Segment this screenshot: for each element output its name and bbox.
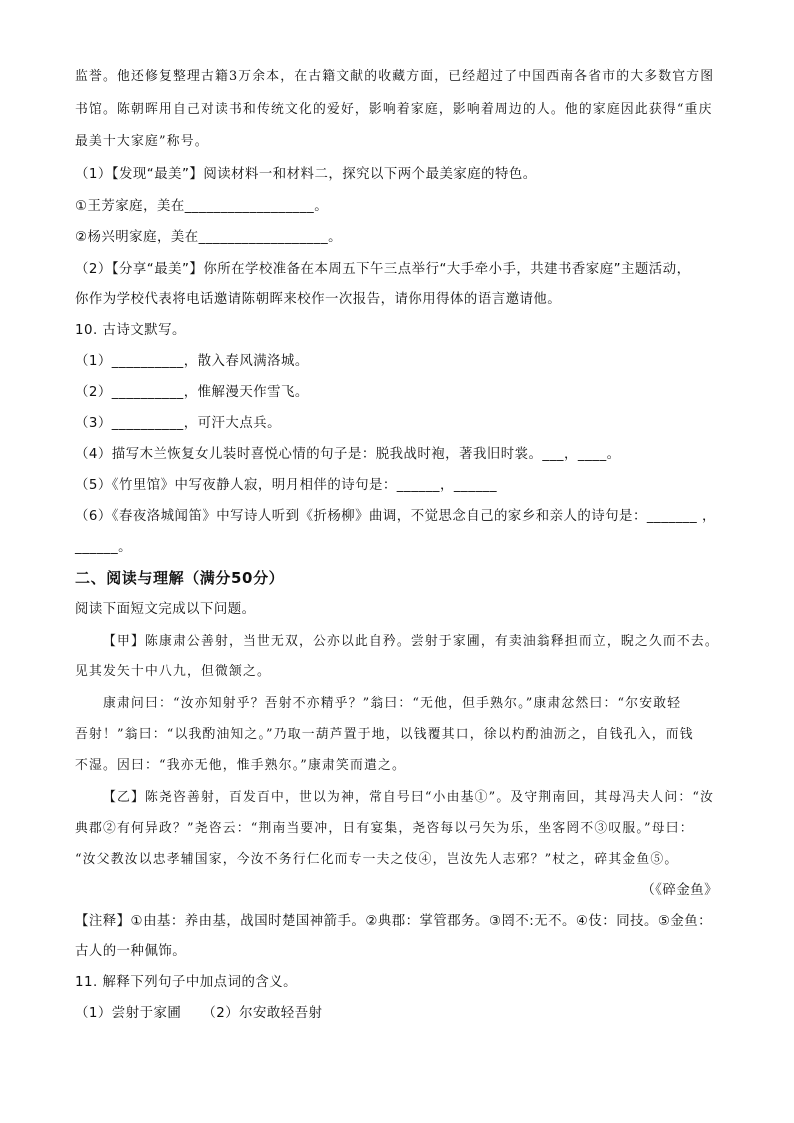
poem-blank-cont: ______。 (75, 540, 133, 555)
section-heading: 二、阅读与理解（满分50分） (75, 569, 285, 587)
passage-line: 最美十大家庭”称号。 (75, 134, 209, 149)
question-11-title: 11. 解释下列句子中加点词的含义。 (75, 975, 298, 990)
poem-blank: （3）__________，可汗大点兵。 (75, 416, 281, 431)
classical-text-line: 见其发矢十中八九，但微颔之。 (75, 664, 271, 679)
question-9-2-cont: 你作为学校代表将电话邀请陈朝晖来校作一次报告，请你用得体的语言邀请他。 (75, 292, 562, 307)
poem-blank: （6）《春夜洛城闻笛》中写诗人听到《折杨柳》曲调，不觉思念自己的家乡和亲人的诗句是：_______ ， (75, 509, 716, 524)
classical-text-line: “汝父教汝以忠孝辅国家，今汝不务行仁化而专一夫之伎④，岂汝先人志邪？”杖之，碎其金鱼⑤。 (75, 852, 679, 867)
annotations-cont: 古人的一种佩饰。 (75, 944, 187, 959)
answer-blank-line: ②杨兴明家庭，美在__________________。 (75, 230, 343, 245)
poem-blank: （4）描写木兰恢复女儿装时喜悦心情的句子是：脱我战时袍，著我旧时裳。___，____。 (75, 447, 621, 462)
classical-text-line: 典郡②有何异政？”尧咨云：“荆南当要冲，日有宴集，尧咨每以弓矢为乐，坐客罔不③叹服。”母曰： (75, 821, 694, 836)
classical-text-line: 吾射！”翁曰：“以我酌油知之。”乃取一葫芦置于地，以钱覆其口，徐以杓酌油沥之，自钱孔入，而钱 (75, 727, 694, 742)
question-11-items: （1）尝射于家圃 （2）尔安敢轻吾射 (75, 1006, 323, 1021)
question-10-title: 10. 古诗文默写。 (75, 323, 186, 338)
classical-text-line: 康肃问曰：“汝亦知射乎？吾射不亦精乎？”翁曰：“无他，但手熟尔。”康肃忿然曰：“尔安敢轻 (103, 696, 682, 711)
passage-line: 书馆。陈朝晖用自己对读书和传统文化的爱好，影响着家庭，影响着周边的人。他的家庭因此获得“重庆 (75, 102, 713, 117)
question-9-1: （1）【发现“最美”】阅读材料一和材料二，探究以下两个最美家庭的特色。 (75, 167, 537, 182)
classical-text-jia: 【甲】陈康肃公善射，当世无双，公亦以此自矜。尝射于家圃，有卖油翁释担而立，睨之久而不去。 (103, 634, 719, 649)
classical-text-line: 不湿。因曰：“我亦无他，惟手熟尔。”康肃笑而遣之。 (75, 758, 407, 773)
passage-line: 监誉。他还修复整理古籍3万余本，在古籍文献的收藏方面，已经超过了中国西南各省市的大多数官方图 (75, 69, 715, 84)
question-9-2: （2）【分享“最美”】你所在学校准备在本周五下午三点举行“大手牵小手，共建书香家庭”主题活动， (75, 262, 691, 277)
poem-blank: （5）《竹里馆》中写夜静人寂，明月相伴的诗句是：______，______ (75, 478, 498, 493)
reading-instruction: 阅读下面短文完成以下问题。 (75, 602, 256, 617)
annotations: 【注释】①由基：养由基，战国时楚国神箭手。②典郡：掌管郡务。③罔不:无不。④伎：同技。⑤金鱼： (75, 914, 713, 929)
answer-blank-line: ①王芳家庭，美在__________________。 (75, 199, 329, 214)
source-citation: （《碎金鱼》 (641, 883, 718, 898)
classical-text-yi: 【乙】陈尧咨善射，百发百中，世以为神，常自号曰“小由基①”。及守荆南回，其母冯夫人问：“汝 (103, 790, 715, 805)
poem-blank: （2）__________，惟解漫天作雪飞。 (75, 385, 309, 400)
poem-blank: （1）__________，散入春风满洛城。 (75, 354, 309, 369)
